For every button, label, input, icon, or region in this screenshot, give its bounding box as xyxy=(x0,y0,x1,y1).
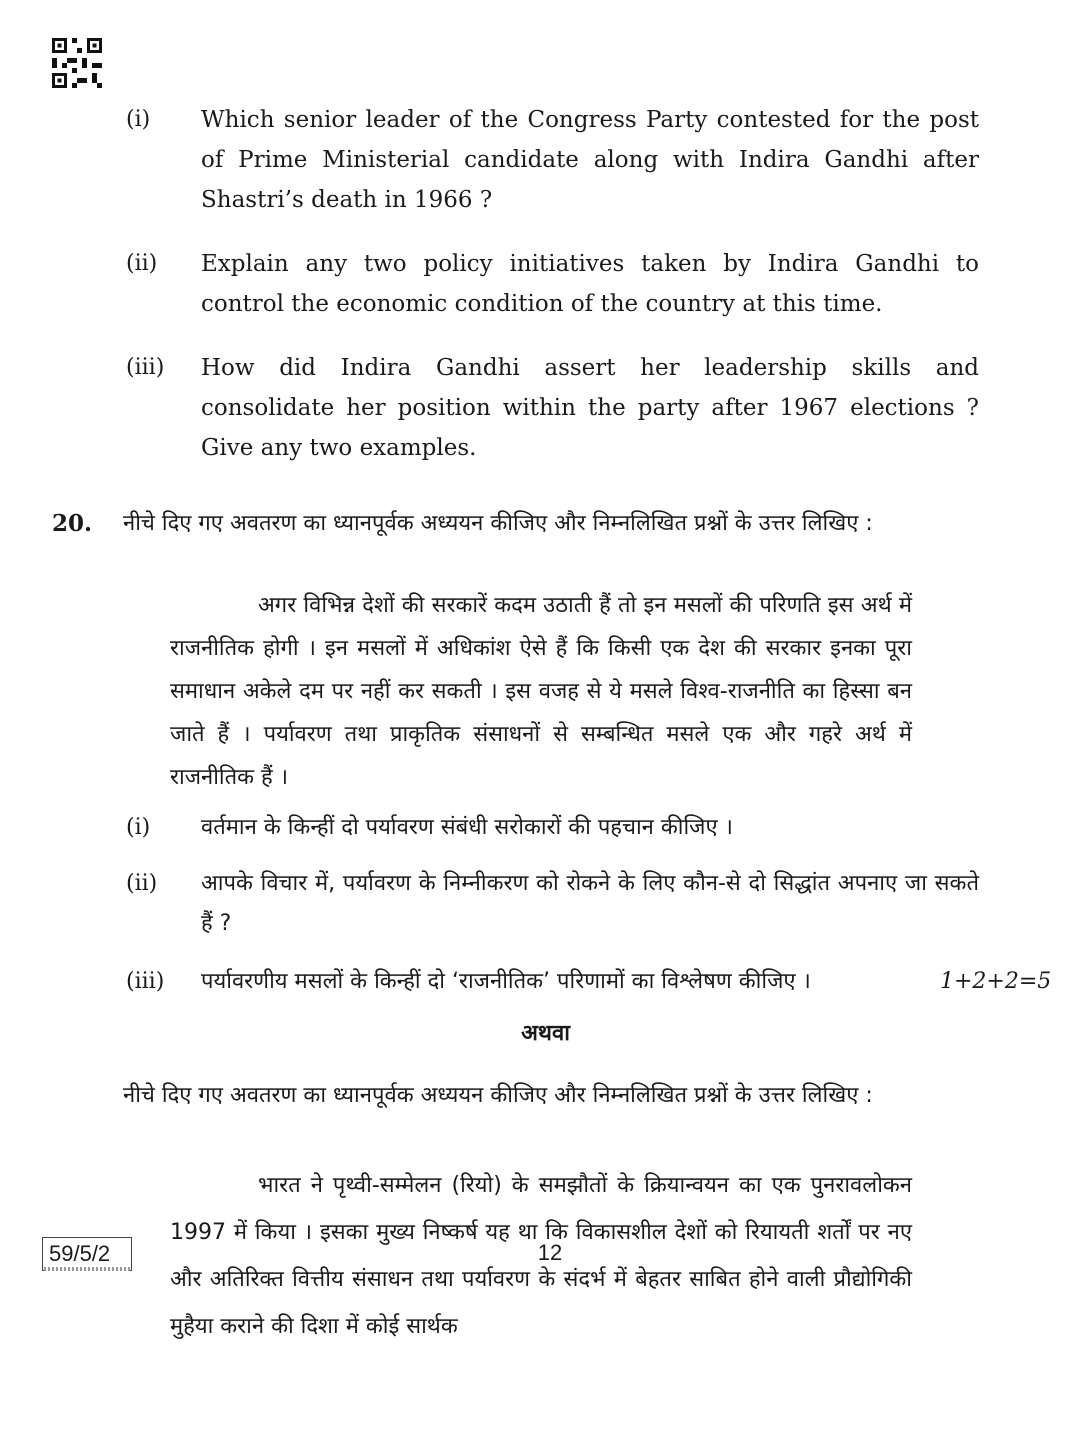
footer-microprint-strip xyxy=(44,1267,130,1271)
question-20-alt-instruction: नीचे दिए गए अवतरण का ध्यानपूर्वक अध्ययन कीजिए और निम्नलिखित प्रश्नों के उत्तर लिखिए : xyxy=(123,1083,873,1108)
sub-question-iii-text: पर्यावरणीय मसलों के किन्हीं दो ‘राजनीतिक’ परिणामों का विश्लेषण कीजिए । xyxy=(201,969,811,994)
question-i-text: Which senior leader of the Congress Party contested for the post of Prime Ministerial candidate along with Indira Gandhi after Shastri’s death in 1966 ? xyxy=(201,107,979,213)
marks-distribution: 1+2+2=5 xyxy=(940,969,1052,994)
question-20-instruction: नीचे दिए गए अवतरण का ध्यानपूर्वक अध्ययन कीजिए और निम्नलिखित प्रश्नों के उत्तर लिखिए : xyxy=(123,511,873,536)
paper-code: 59/5/2 xyxy=(42,1237,132,1271)
question-iii-text: How did Indira Gandhi assert her leadership skills and consolidate her position within the party after 1967 elections ? Give any two examples. xyxy=(201,355,979,461)
page-number: 12 xyxy=(537,1240,563,1265)
question-ii-text: Explain any two policy initiatives taken by Indira Gandhi to control the economic condition of the country at this time. xyxy=(201,251,979,317)
sub-question-ii-label: (ii) xyxy=(126,871,158,896)
question-iii-label: (iii) xyxy=(126,355,165,380)
sub-question-i-text: वर्तमान के किन्हीं दो पर्यावरण संबंधी सरोकारों की पहचान कीजिए । xyxy=(201,815,733,840)
qr-code-icon xyxy=(52,38,102,88)
question-20-passage: अगर विभिन्न देशों की सरकारें कदम उठाती हैं तो इन मसलों की परिणति इस अर्थ में राजनीतिक होगी । इन मसलों में अधिकांश ऐसे हैं कि किसी एक देश की सरकार इनका पूरा समाधान अकेले दम पर नहीं कर सकती । इस वजह से ये मसले विश्व-राजनीति का हिस्सा बन जाते हैं । पर्यावरण तथा प्राकृतिक संसाधनों से सम्बन्धित मसले एक और गहरे अर्थ में राजनीतिक हैं । xyxy=(170,593,912,790)
sub-question-i-label: (i) xyxy=(126,815,151,840)
or-separator: अथवा xyxy=(521,1021,570,1046)
question-20-alt-passage: भारत ने पृथ्वी-सम्मेलन (रियो) के समझौतों के क्रियान्वयन का एक पुनरावलोकन 1997 में किया । इसका मुख्य निष्कर्ष यह था कि विकासशील देशों को रियायती शर्तों पर नए और अतिरिक्त वित्तीय संसाधन तथा पर्यावरण के संदर्भ में बेहतर साबित होने वाली प्रौद्योगिकी मुहैया कराने की दिशा में कोई सार्थक xyxy=(170,1173,912,1339)
sub-question-iii-label: (iii) xyxy=(126,969,165,994)
question-20-number: 20. xyxy=(52,510,93,537)
question-i-label: (i) xyxy=(126,107,151,132)
sub-question-ii-text: आपके विचार में, पर्यावरण के निम्नीकरण को रोकने के लिए कौन-से दो सिद्धांत अपनाए जा सकते हैं ? xyxy=(201,871,979,936)
question-ii-label: (ii) xyxy=(126,251,158,276)
